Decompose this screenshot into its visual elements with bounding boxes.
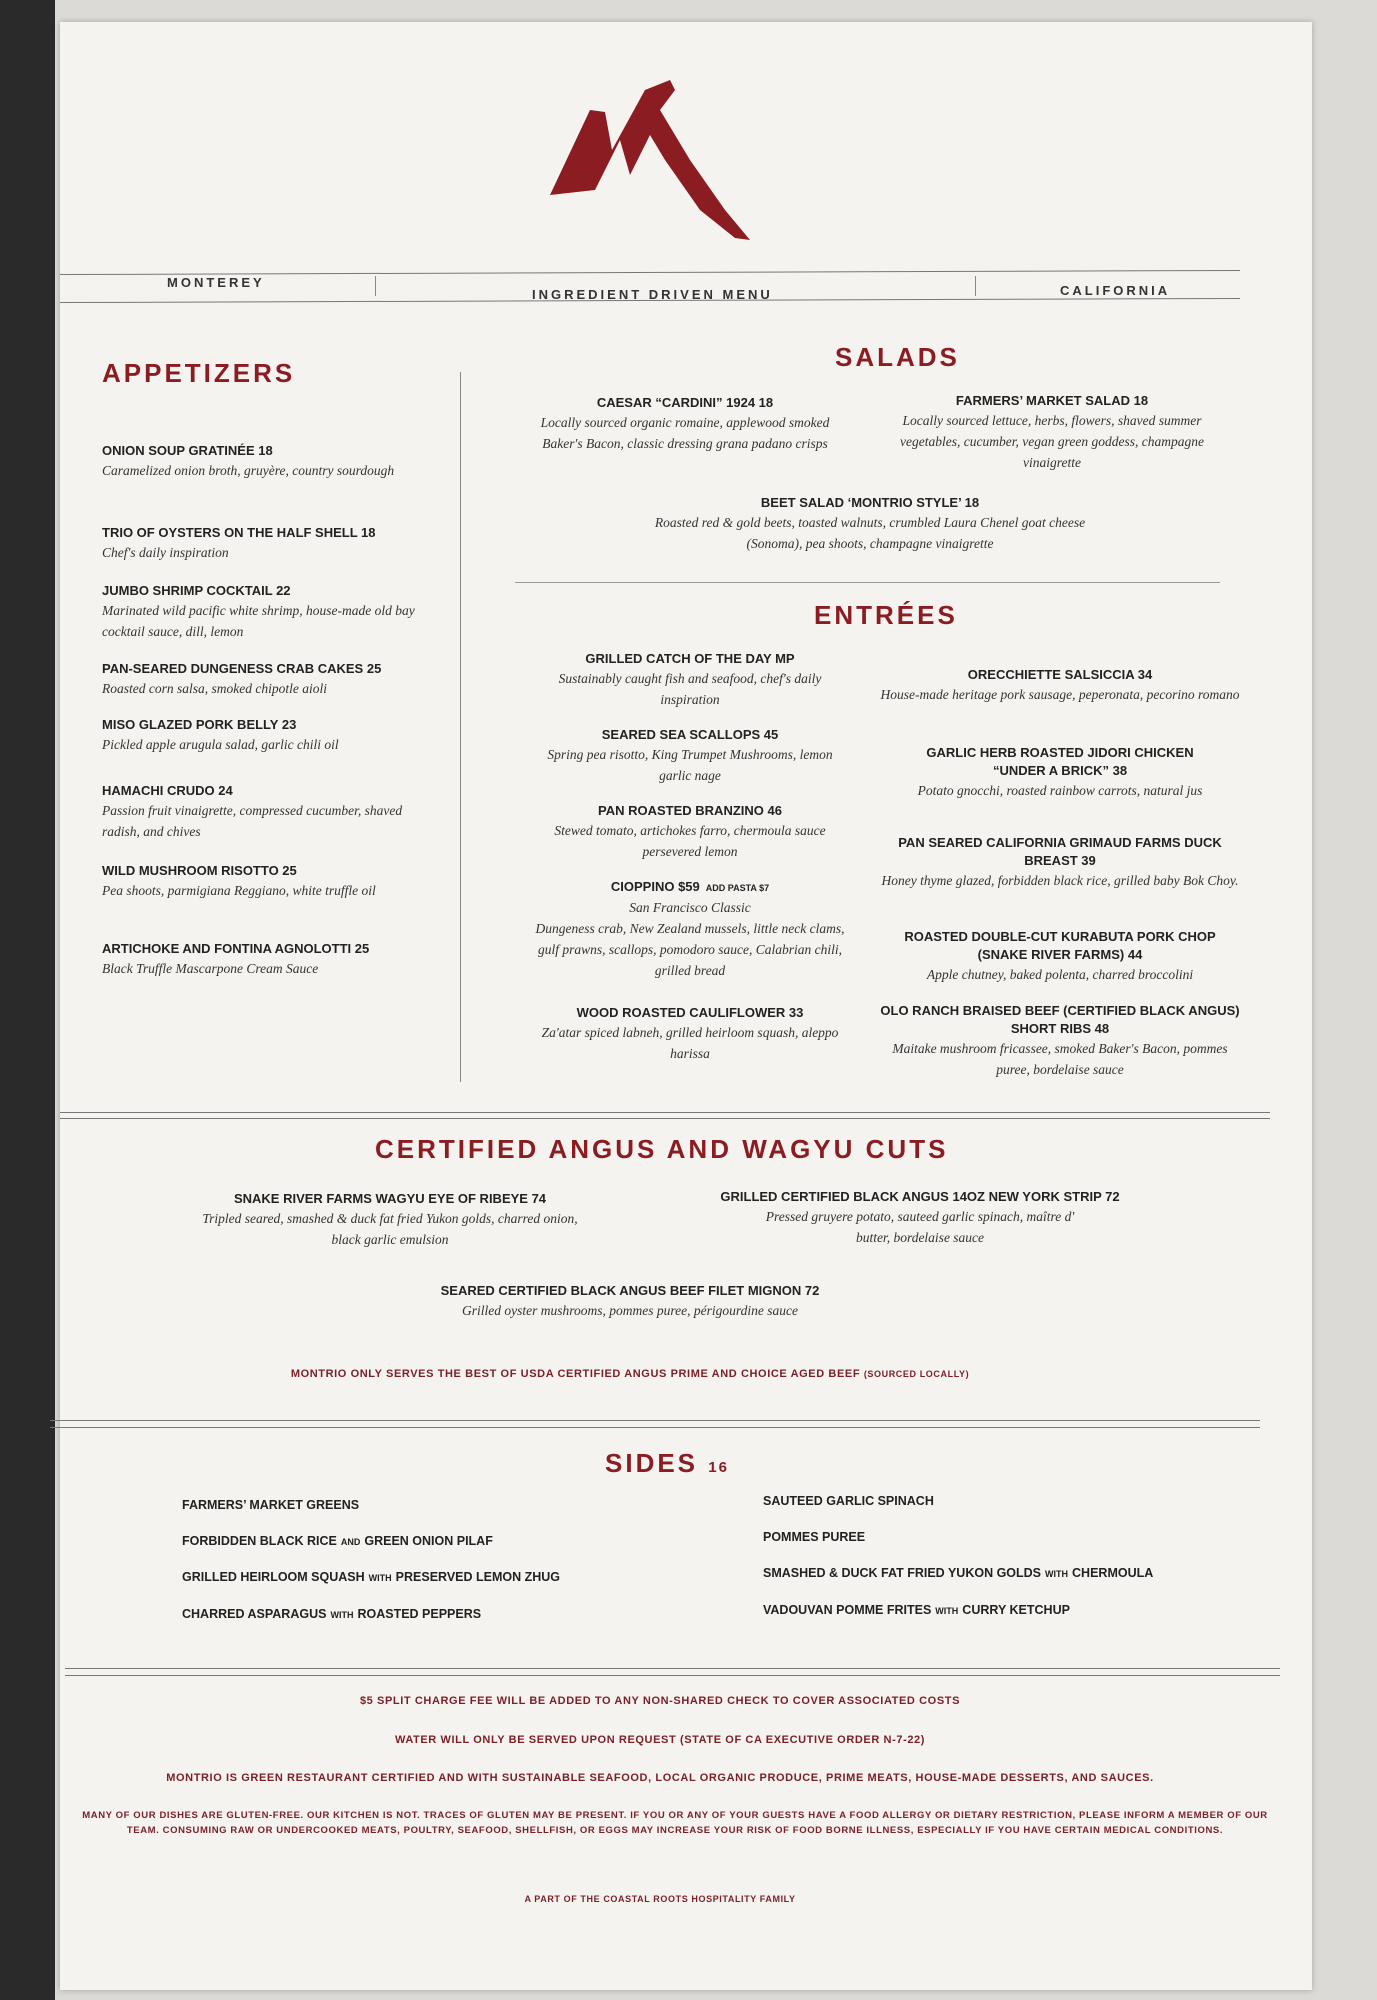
side-name: SMASHED & DUCK FAT FRIED YUKON GOLDS: [763, 1566, 1042, 1580]
item-name-text: MISO GLAZED PORK BELLY 23: [102, 717, 297, 732]
family-note: A PART OF THE COASTAL ROOTS HOSPITALITY FAMILY: [524, 1894, 796, 1904]
item-name: [102, 862, 432, 880]
appetizer-item: [102, 940, 432, 979]
item-description: Maitake mushroom fricassee, smoked Baker's Bacon, pommes puree, bordelaise sauce: [892, 1041, 1228, 1077]
side-name: FARMERS’ MARKET GREENS: [182, 1498, 360, 1512]
item-name: [880, 834, 1240, 852]
item-name-text: GRILLED CATCH OF THE DAY MP: [585, 651, 795, 666]
item-name: [102, 582, 432, 600]
item-name: [880, 1002, 1240, 1020]
cut-item: [200, 1190, 580, 1250]
item-name-text: ONION SOUP GRATINÉE 18: [102, 443, 273, 458]
side-name: FORBIDDEN BLACK RICE: [182, 1534, 337, 1548]
entree-item: [880, 744, 1240, 801]
item-description: Pea shoots, parmigiana Reggiano, white truffle oil: [102, 883, 376, 898]
item-name-continued: (SNAKE RIVER FARMS) 44: [977, 947, 1143, 962]
item-name: [102, 940, 432, 958]
appetizer-item: [102, 862, 432, 901]
sides-price: 16: [708, 1459, 729, 1476]
side-item: [182, 1570, 560, 1584]
item-name: [102, 524, 432, 542]
item-name-text: ARTICHOKE AND FONTINA AGNOLOTTI 25: [102, 941, 370, 956]
menu-page: [60, 22, 1312, 1990]
side-accompaniment: GREEN ONION PILAF: [364, 1534, 493, 1548]
item-name-continued: BREAST 39: [1024, 853, 1096, 868]
item-description: Marinated wild pacific white shrimp, house-made old bay cocktail sauce, dill, lemon: [102, 603, 415, 639]
item-description: Za'atar spiced labneh, grilled heirloom squash, aleppo harissa: [541, 1025, 839, 1061]
item-name-text: ORECCHIETTE SALSICCIA 34: [967, 667, 1153, 682]
item-description: Locally sourced lettuce, herbs, flowers, shaved summer vegetables, cucumber, vegan green goddess, champagne vinaigrette: [900, 413, 1204, 470]
salad-item: [897, 392, 1207, 473]
item-name: [530, 878, 850, 897]
side-item: [182, 1534, 493, 1548]
item-description: San Francisco Classic: [629, 900, 751, 915]
item-description: Potato gnocchi, roasted rainbow carrots, natural jus: [917, 783, 1203, 798]
cuts-top-rule-2: [60, 1118, 1270, 1119]
side-connector: AND: [340, 1537, 361, 1547]
cut-item: [390, 1282, 870, 1321]
beef-note: [220, 1368, 1040, 1380]
side-connector: WITH: [330, 1610, 354, 1620]
side-accompaniment: PRESERVED LEMON ZHUG: [395, 1570, 561, 1584]
item-name-text: JUMBO SHRIMP COCKTAIL 22: [102, 583, 291, 598]
salads-divider: [515, 582, 1220, 583]
side-item: [763, 1530, 865, 1544]
footer-top-rule-2: [65, 1675, 1280, 1676]
water-note: WATER WILL ONLY BE SERVED UPON REQUEST (STATE OF CA EXECUTIVE ORDER N-7-22): [394, 1734, 926, 1746]
item-name-text: WOOD ROASTED CAULIFLOWER 33: [576, 1005, 804, 1020]
entree-item: [530, 650, 850, 710]
item-name: [880, 744, 1240, 762]
item-name: [530, 726, 850, 744]
item-description: Black Truffle Mascarpone Cream Sauce: [102, 961, 319, 976]
item-name: [530, 802, 850, 820]
item-name-text: PAN-SEARED DUNGENESS CRAB CAKES 25: [102, 661, 382, 676]
item-name: SEARED CERTIFIED BLACK ANGUS BEEF FILET MIGNON 72: [440, 1283, 820, 1298]
item-name-text: WILD MUSHROOM RISOTTO 25: [102, 863, 297, 878]
cuts-top-rule: [60, 1112, 1270, 1113]
appetizer-item: [102, 582, 432, 642]
allergy-disclaimer: MANY OF OUR DISHES ARE GLUTEN-FREE. OUR KITCHEN IS NOT. TRACES OF GLUTEN MAY BE PRESENT. IF YOU OR ANY OF YOUR GUESTS HAVE A FOOD ALLERGY OR DIETARY RESTRICTION, PLEASE INFORM A MEMBER OF OUR TEAM. CONSUMING RAW OR UNDERCOOKED MEATS, POULTRY, SEAFOOD, SHELLFISH, OR EGGS MAY INCREASE YOUR RISK OF FOOD BORNE ILLNESS, ESPECIALLY IF YOU HAVE CERTAIN MEDICAL CONDITIONS.: [82, 1810, 1268, 1836]
side-connector: WITH: [368, 1573, 392, 1583]
item-description: Chef's daily inspiration: [102, 545, 229, 560]
item-name-continued: SHORT RIBS 48: [1010, 1021, 1110, 1036]
header-divider: [975, 276, 976, 296]
cuts-title: CERTIFIED ANGUS AND WAGYU CUTS: [375, 1134, 949, 1164]
side-name: VADOUVAN POMME FRITES: [763, 1603, 932, 1617]
item-description: Apple chutney, baked polenta, charred broccolini: [926, 967, 1194, 982]
side-connector: WITH: [935, 1606, 959, 1616]
side-item: [182, 1498, 359, 1512]
side-name: CHARRED ASPARAGUS: [182, 1607, 327, 1621]
side-item: [182, 1607, 481, 1621]
appetizer-item: [102, 782, 432, 842]
entree-item: [530, 802, 850, 862]
entree-item: [880, 1002, 1240, 1080]
appetizer-item: [102, 660, 432, 699]
item-name: [880, 928, 1240, 946]
item-description: Caramelized onion broth, gruyère, country sourdough: [102, 463, 395, 478]
item-name-continued: “UNDER A BRICK” 38: [992, 763, 1128, 778]
footer-top-rule: [65, 1668, 1280, 1669]
cut-item: [710, 1188, 1130, 1248]
item-name-text: CIOPPINO $59: [610, 879, 700, 894]
item-name: FARMERS’ MARKET SALAD 18: [955, 393, 1149, 408]
item-name-text: GARLIC HERB ROASTED JIDORI CHICKEN: [926, 745, 1194, 760]
side-accompaniment: CHERMOULA: [1072, 1566, 1154, 1580]
item-name: [102, 716, 432, 734]
item-description: Pickled apple arugula salad, garlic chili oil: [102, 737, 339, 752]
beef-note-small: (SOURCED LOCALLY): [863, 1369, 970, 1379]
item-name: BEET SALAD ‘MONTRIO STYLE’ 18: [760, 495, 980, 510]
item-name-text: PAN SEARED CALIFORNIA GRIMAUD FARMS DUCK: [898, 835, 1222, 850]
item-name: SNAKE RIVER FARMS WAGYU EYE OF RIBEYE 74: [233, 1191, 547, 1206]
salads-title: SALADS: [835, 342, 960, 372]
item-name: [102, 660, 432, 678]
header-tagline: INGREDIENT DRIVEN MENU: [532, 287, 773, 302]
item-description: Roasted red & gold beets, toasted walnuts, crumbled Laura Chenel goat cheese (Sonoma), pea shoots, champagne vinaigrette: [654, 515, 1086, 551]
green-note: MONTRIO IS GREEN RESTAURANT CERTIFIED AND WITH SUSTAINABLE SEAFOOD, LOCAL ORGANIC PRODUCE, PRIME MEATS, HOUSE-MADE DESSERTS, AND SAUCES.: [166, 1772, 1154, 1784]
column-divider: [460, 372, 461, 1082]
item-description: Passion fruit vinaigrette, compressed cucumber, shaved radish, and chives: [102, 803, 403, 839]
entree-item: [880, 666, 1240, 705]
item-name: [530, 1004, 850, 1022]
entree-item: [530, 726, 850, 786]
item-description: Honey thyme glazed, forbidden black rice, grilled baby Bok Choy.: [881, 873, 1239, 888]
sides-title-text: SIDES: [605, 1448, 699, 1478]
item-name-text: HAMACHI CRUDO 24: [102, 783, 233, 798]
side-accompaniment: ROASTED PEPPERS: [357, 1607, 482, 1621]
item-description: Tripled seared, smashed & duck fat fried Yukon golds, charred onion, black garlic emulsion: [202, 1211, 578, 1247]
item-description: Sustainably caught fish and seafood, chef's daily inspiration: [558, 671, 822, 707]
appetizer-item: [102, 442, 432, 481]
beef-note-text: MONTRIO ONLY SERVES THE BEST OF USDA CERTIFIED ANGUS PRIME AND CHOICE AGED BEEF: [290, 1368, 861, 1380]
item-description: Spring pea risotto, King Trumpet Mushrooms, lemon garlic nage: [547, 747, 833, 783]
item-name: [880, 666, 1240, 684]
appetizer-item: [102, 716, 432, 755]
side-connector: WITH: [1045, 1569, 1069, 1579]
side-accompaniment: CURRY KETCHUP: [962, 1603, 1070, 1617]
split-charge-note: $5 SPLIT CHARGE FEE WILL BE ADDED TO ANY NON-SHARED CHECK TO COVER ASSOCIATED COSTS: [359, 1695, 961, 1707]
item-description: Roasted corn salsa, smoked chipotle aioli: [102, 681, 327, 696]
header-state: CALIFORNIA: [1060, 283, 1171, 298]
item-description: Pressed gruyere potato, sauteed garlic spinach, maître d' butter, bordelaise sauce: [765, 1209, 1075, 1245]
item-description: House-made heritage pork sausage, peperonata, pecorino romano: [880, 687, 1240, 702]
sides-top-rule-2: [50, 1427, 1260, 1428]
entrees-title: ENTRÉES: [814, 600, 958, 630]
item-description: Grilled oyster mushrooms, pommes puree, périgourdine sauce: [462, 1303, 798, 1318]
item-name-text: OLO RANCH BRAISED BEEF (CERTIFIED BLACK ANGUS): [880, 1003, 1240, 1018]
item-description: Locally sourced organic romaine, applewood smoked Baker's Bacon, classic dressing grana padano crisps: [540, 415, 830, 451]
sides-top-rule: [50, 1420, 1260, 1421]
appetizer-item: [102, 524, 432, 563]
side-name: SAUTEED GARLIC SPINACH: [763, 1494, 934, 1508]
item-name-text: ROASTED DOUBLE-CUT KURABUTA PORK CHOP: [904, 929, 1216, 944]
entree-item: [530, 1004, 850, 1064]
entree-item: [880, 928, 1240, 985]
salad-item: [530, 394, 840, 454]
entree-item: [880, 834, 1240, 891]
item-name: GRILLED CERTIFIED BLACK ANGUS 14OZ NEW YORK STRIP 72: [720, 1189, 1120, 1204]
side-item: [763, 1566, 1153, 1580]
item-name-text: TRIO OF OYSTERS ON THE HALF SHELL 18: [102, 525, 376, 540]
item-name: CAESAR “CARDINI” 1924 18: [596, 395, 774, 410]
side-item: [763, 1494, 934, 1508]
sides-title: [605, 1448, 729, 1479]
item-description-detail: Dungeness crab, New Zealand mussels, little neck clams, gulf prawns, scallops, pomodoro sauce, Calabrian chili, grilled bread: [535, 921, 845, 978]
background-edge: [0, 0, 55, 2000]
item-name: [102, 442, 432, 460]
side-name: GRILLED HEIRLOOM SQUASH: [182, 1570, 365, 1584]
appetizers-title: APPETIZERS: [102, 358, 296, 388]
item-name: [530, 650, 850, 668]
item-name: [102, 782, 432, 800]
header-location: MONTEREY: [167, 275, 265, 290]
item-description: Stewed tomato, artichokes farro, chermoula sauce persevered lemon: [554, 823, 826, 859]
header-divider: [375, 276, 376, 296]
montrio-m-logo-icon: [550, 80, 780, 270]
item-addon: ADD PASTA $7: [705, 883, 770, 893]
salad-item: [640, 494, 1100, 554]
entree-item: [530, 878, 850, 981]
item-name-text: SEARED SEA SCALLOPS 45: [601, 727, 779, 742]
side-item: [763, 1603, 1070, 1617]
side-name: POMMES PUREE: [763, 1530, 866, 1544]
item-name-text: PAN ROASTED BRANZINO 46: [598, 803, 782, 818]
